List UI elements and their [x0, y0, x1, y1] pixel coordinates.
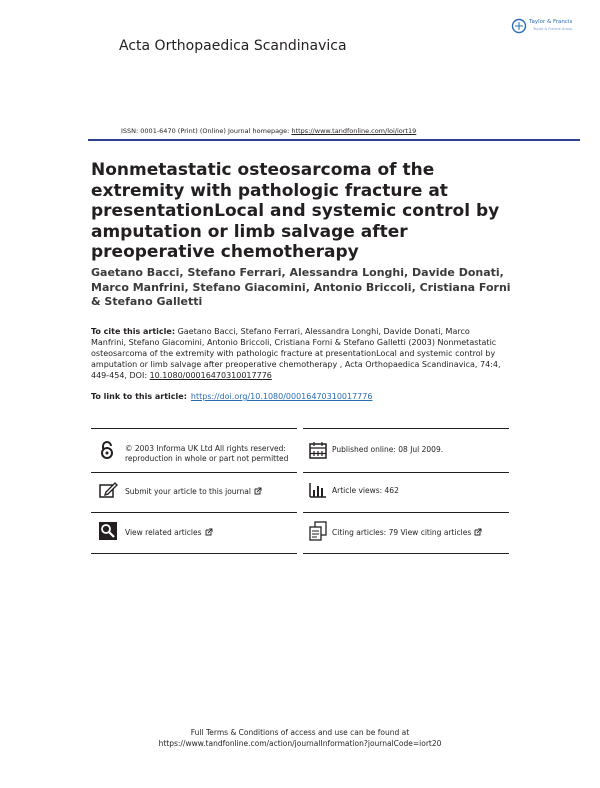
copyright-notice — [125, 444, 288, 464]
journal-title: Acta Orthopaedica Scandinavica — [119, 38, 347, 54]
citing-articles-icon — [308, 521, 328, 541]
external-link-icon — [254, 487, 262, 495]
related-articles-label: View related articles — [125, 528, 202, 537]
external-link-icon — [474, 528, 482, 536]
header-rule — [88, 139, 580, 141]
citing-articles-link[interactable] — [332, 528, 482, 538]
issn-line — [121, 127, 416, 135]
footer-journal-info-link[interactable]: https://www.tandfonline.com/action/journalInformation?journalCode=iort20 — [158, 739, 442, 748]
open-access-lock-icon — [98, 440, 118, 460]
divider-row2-right — [303, 512, 509, 513]
link-label: To link to this article: — [91, 392, 187, 401]
divider-row1-left — [91, 472, 297, 473]
footer-terms: Full Terms & Conditions of access and use can be found at — [190, 728, 410, 737]
citation-label: To cite this article: — [91, 327, 176, 336]
article-link[interactable]: https://doi.org/10.1080/00016470310017776 — [190, 392, 373, 401]
related-search-icon — [98, 521, 118, 541]
calendar-icon — [308, 440, 328, 460]
publisher-tagline: Taylor & Francis Group — [533, 27, 573, 31]
submit-article-link[interactable] — [125, 487, 262, 497]
journal-homepage-link[interactable]: https://www.tandfonline.com/loi/iort19 — [291, 127, 417, 135]
footer — [0, 727, 600, 749]
divider-row3-right — [303, 553, 509, 554]
divider-top-right — [303, 428, 509, 429]
submit-pencil-icon — [98, 480, 118, 500]
publisher-name: Taylor & Francis — [529, 19, 573, 25]
citing-articles-label: Citing articles: 79 View citing articles — [332, 528, 472, 537]
divider-row2-left — [91, 512, 297, 513]
article-views: Article views: 462 — [332, 486, 399, 495]
paper-title: Nonmetastatic osteosarcoma of the extremity with pathologic fracture at presentationLocal and systemic control by amputation or limb salvage after preoperative chemotherapy — [91, 160, 500, 262]
citation — [91, 326, 506, 381]
divider-top-left — [91, 428, 297, 429]
authors: Gaetano Bacci, Stefano Ferrari, Alessandra Longhi, Davide Donati, Marco Manfrini, Stefano Giacomini, Antonio Briccoli, Cristiana Forni & Stefano Galletti — [91, 266, 511, 308]
related-articles-link[interactable] — [125, 528, 213, 538]
publisher-logo-icon — [511, 18, 527, 34]
doi-link[interactable]: 10.1080/00016470310017776 — [149, 371, 272, 380]
submit-article-label: Submit your article to this journal — [125, 487, 251, 496]
bar-chart-icon — [308, 480, 328, 500]
external-link-icon — [205, 528, 213, 536]
copyright-line-1: © 2003 Informa UK Ltd All rights reserved: — [125, 444, 286, 453]
link-line — [91, 392, 372, 401]
divider-row1-right — [303, 472, 509, 473]
citation-text: Gaetano Bacci, Stefano Ferrari, Alessandra Longhi, Davide Donati, Marco Manfrini, Stefano Giacomini, Antonio Briccoli, Cristiana Forni & Stefano Galletti (2003) Nonmetastatic osteosarcoma of the extremity with pathologic fracture at presentationLocal and systemic control by amputation or limb salvage after preoperative chemotherapy , Acta Orthopaedica Scandinavica, 74:4, 449-454, DOI: — [91, 327, 501, 380]
issn-text: ISSN: 0001-6470 (Print) (Online) Journal homepage: — [121, 127, 292, 135]
copyright-line-2: reproduction in whole or part not permitted — [125, 454, 289, 463]
published-date: Published online: 08 Jul 2009. — [332, 445, 444, 454]
publisher-logo[interactable] — [511, 17, 583, 37]
divider-row3-left — [91, 553, 297, 554]
